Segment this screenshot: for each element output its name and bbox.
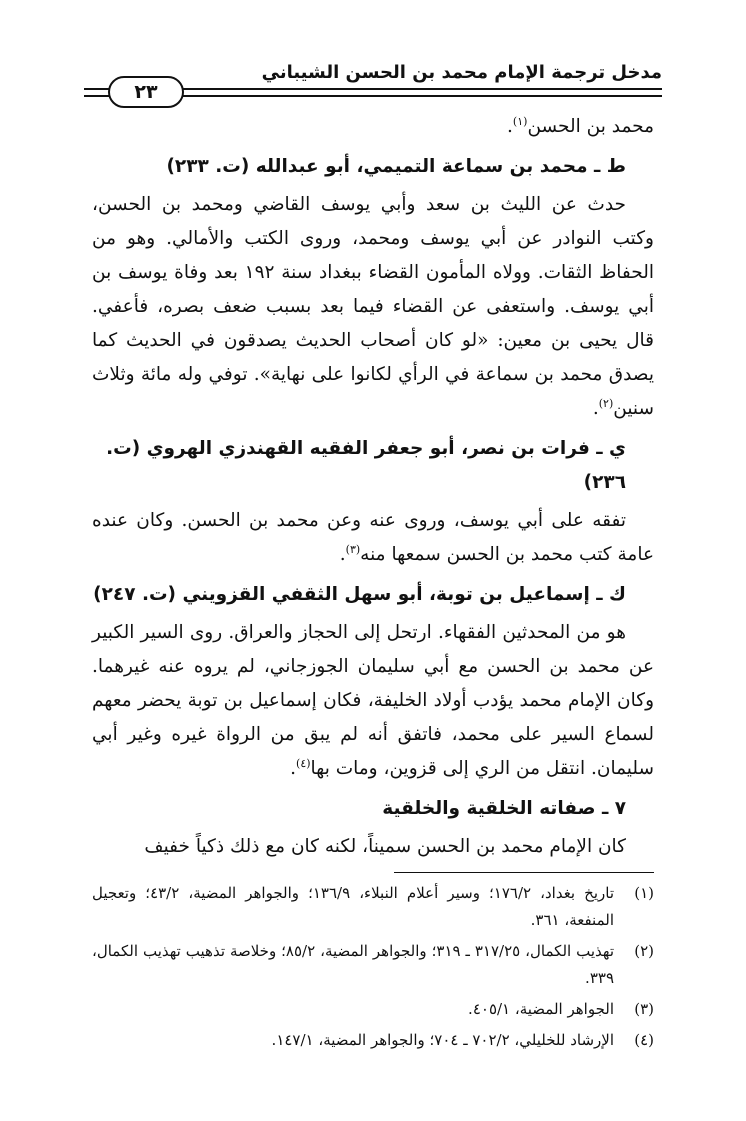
footnote-number: (٣) [634, 1000, 654, 1018]
main-text [92, 110, 654, 864]
heading-furat: ي ـ فرات بن نصر، أبو جعفر الفقيه القهندزي الهروي (ت. ٢٣٦) [106, 438, 626, 493]
heading-section-7: ٧ ـ صفاته الخلقية والخلقية [382, 798, 626, 819]
running-header-title: مدخل ترجمة الإمام محمد بن الحسن الشيباني [261, 62, 662, 83]
footnote [92, 1027, 654, 1054]
footnote-ref-4: (٤) [296, 756, 311, 770]
paragraph-ibn-samaa: حدث عن الليث بن سعد وأبي يوسف القاضي ومحمد بن الحسن، وكتب النوادر عن أبي يوسف ومحمد، وروى الكتب والأمالي. وهو من الحفاظ الثقات. وولاه المأمون القضاء ببغداد سنة ١٩٢ بعد وفاة يوسف بن أبي يوسف. واستعفى عن القضاء فيما بعد بسبب ضعف بصره، فأعفي. قال يحيى بن معين: «لو كان أصحاب الحديث يصدقون في الحديث كما يصدق محمد بن سماعة في الرأي لكانوا على نهاية». توفي وله مائة وثلاث سنين$^{(٢)}$. [92, 194, 654, 419]
footnote-number: (٤) [634, 1031, 654, 1049]
footnote-text: الإرشاد للخليلي، ٧٠٢/٢ ـ ٧٠٤؛ والجواهر المضية، ١٤٧/١. [271, 1031, 614, 1049]
footnote [92, 938, 654, 992]
footnote-separator [394, 872, 654, 873]
footnote-text: تهذيب الكمال، ٣١٧/٢٥ ـ ٣١٩؛ والجواهر المضية، ٨٥/٢؛ وخلاصة تذهيب تهذيب الكمال، ٣٣٩. [92, 942, 614, 987]
footnote [92, 996, 654, 1023]
footnote-number: (١) [634, 884, 654, 902]
footnote-number: (٢) [634, 942, 654, 960]
footnotes [92, 880, 654, 1058]
heading-ismail: ك ـ إسماعيل بن توبة، أبو سهل الثقفي القزويني (ت. ٢٤٧) [93, 584, 626, 605]
heading-ibn-samaa: ط ـ محمد بن سماعة التميمي، أبو عبدالله (ت. ٢٣٣) [166, 156, 626, 177]
paragraph-continuation: محمد بن الحسن$^{(١)}$. [507, 114, 654, 137]
footnote-text: تاريخ بغداد، ١٧٦/٢؛ وسير أعلام النبلاء، ١٣٦/٩؛ والجواهر المضية، ٤٣/٢؛ وتعجيل المنفعة، ٣٦١. [92, 884, 615, 929]
footnote-text: الجواهر المضية، ٤٠٥/١. [468, 1000, 614, 1018]
footnote-ref-3: (٣) [345, 542, 361, 556]
paragraph-furat: تفقه على أبي يوسف، وروى عنه وعن محمد بن الحسن. وكان عنده عامة كتب محمد بن الحسن سمعها منه$^{(٣)}$. [92, 510, 654, 565]
footnote-ref-1: (١) [512, 114, 528, 128]
paragraph-ismail: هو من المحدثين الفقهاء. ارتحل إلى الحجاز والعراق. روى السير الكبير عن محمد بن الحسن مع أبي سليمان الجوزجاني، لم يروه عنه غيرهما. وكان الإمام محمد يؤدب أولاد الخليفة، فكان إسماعيل بن توبة يحضر معهم لسماع السير على محمد، فاتفق أنه لم يبق من الرواة غيره وغير أبي سليمان. انتقل من الري إلى قزوين، ومات بها$^{(٤)}$. [92, 622, 654, 779]
footnote-ref-2: (٢) [598, 396, 614, 410]
paragraph-section-7: كان الإمام محمد بن الحسن سميناً، لكنه كان مع ذلك ذكياً خفيف [144, 836, 626, 857]
footnote [92, 880, 654, 934]
page-number-badge: ٢٣ [108, 76, 184, 108]
